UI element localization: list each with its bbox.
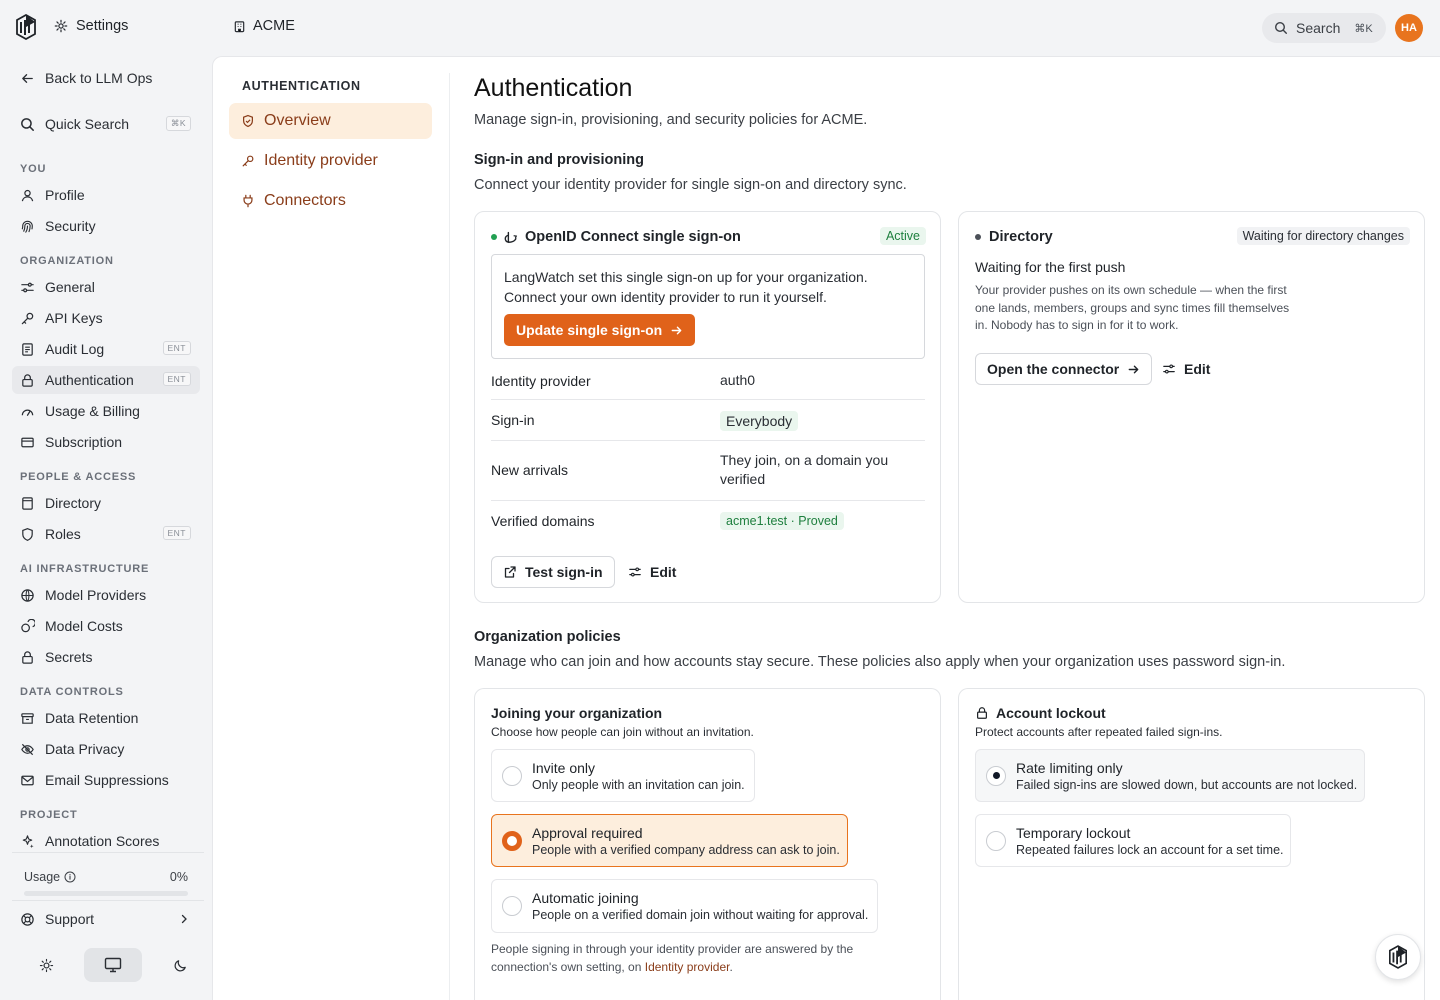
sidebar-item-label: Authentication xyxy=(45,372,134,388)
chevron-right-icon xyxy=(178,913,190,925)
sliders-icon xyxy=(628,565,642,579)
search-label: Search xyxy=(1296,20,1341,36)
sidebar-item-model-costs[interactable] xyxy=(12,612,200,640)
option-desc: People on a verified domain join without waiting for approval. xyxy=(532,908,869,922)
arrow-right-icon xyxy=(1127,363,1140,376)
identity-provider-link[interactable]: Identity provider xyxy=(644,959,730,974)
kv-value-line2: verified xyxy=(720,471,766,487)
arrow-right-icon xyxy=(670,324,683,337)
support-button[interactable] xyxy=(12,905,200,933)
openid-icon xyxy=(504,230,518,244)
back-to-llm-ops-link[interactable] xyxy=(12,64,200,92)
sso-notice-line2: Connect your own identity provider to run it yourself. xyxy=(504,289,827,305)
monitor-icon xyxy=(104,957,122,973)
section-ai-infrastructure: AI INFRASTRUCTURE xyxy=(20,563,150,575)
key-icon xyxy=(241,154,255,168)
plug-icon xyxy=(241,194,255,208)
sparkles-icon xyxy=(20,834,35,849)
address-book-icon xyxy=(20,496,35,511)
joining-footnote-line2: connection's own setting, on xyxy=(491,959,645,974)
option-title: Approval required xyxy=(532,824,643,841)
option-desc: Repeated failures lock an account for a set time. xyxy=(1016,842,1284,857)
lockout-card-desc: Protect accounts after repeated failed sign-ins. xyxy=(975,725,1223,739)
settings-title-text: Settings xyxy=(76,18,129,34)
option-desc: Failed sign-ins are slowed down, but accounts are not locked. xyxy=(1016,777,1358,792)
sidebar-item-email-suppressions[interactable] xyxy=(12,766,200,794)
lock-icon xyxy=(20,373,35,388)
subnav-label: Overview xyxy=(264,112,331,129)
back-label: Back to LLM Ops xyxy=(45,70,153,86)
joining-footnote-suffix: . xyxy=(729,959,733,974)
option-title: Rate limiting only xyxy=(1016,759,1123,776)
sso-card-title: OpenID Connect single sign-on xyxy=(525,229,741,245)
sidebar-item-subscription[interactable] xyxy=(12,428,200,456)
quick-search-button[interactable] xyxy=(12,110,200,138)
open-connector-label: Open the connector xyxy=(987,361,1120,377)
sidebar-item-label: API Keys xyxy=(45,310,103,326)
global-search-button[interactable] xyxy=(1262,13,1386,43)
option-title: Automatic joining xyxy=(532,890,639,906)
support-label: Support xyxy=(45,911,95,927)
lockout-option-rate-limiting[interactable] xyxy=(975,749,1365,802)
info-icon[interactable] xyxy=(64,871,76,883)
usage-label: Usage xyxy=(24,870,61,884)
sidebar-item-model-providers[interactable] xyxy=(12,581,200,609)
sidebar-item-label: Annotation Scores xyxy=(45,833,160,849)
kv-value-line1: They join, on a domain you xyxy=(720,452,889,468)
sidebar-divider xyxy=(12,852,204,853)
test-sign-in-button[interactable] xyxy=(491,556,615,588)
subnav-item-overview[interactable] xyxy=(229,103,432,139)
sso-card-header xyxy=(491,229,741,245)
directory-edit-label: Edit xyxy=(1184,361,1211,377)
option-desc: Only people with an invitation can join. xyxy=(532,777,745,792)
section-data-controls: DATA CONTROLS xyxy=(20,686,124,698)
mail-icon xyxy=(20,773,35,788)
sidebar-item-roles[interactable] xyxy=(12,520,200,548)
sso-edit-label: Edit xyxy=(650,564,677,580)
directory-desc-line1: Your provider pushes on its own schedule — when the first xyxy=(975,283,1287,297)
sidebar-item-label: Subscription xyxy=(45,434,123,450)
scroll-icon xyxy=(20,342,35,357)
sidebar-item-directory[interactable] xyxy=(12,489,200,517)
subnav-divider xyxy=(449,73,450,1000)
section-people-access: PEOPLE & ACCESS xyxy=(20,471,137,483)
theme-dark-button[interactable] xyxy=(162,948,198,982)
ent-badge: ENT xyxy=(163,341,192,355)
sidebar-item-authentication[interactable] xyxy=(12,366,200,394)
gauge-icon xyxy=(20,404,35,419)
usage-meter xyxy=(24,870,188,896)
building-icon xyxy=(233,20,246,33)
subnav-item-identity-provider[interactable] xyxy=(229,143,432,179)
theme-light-button[interactable] xyxy=(28,948,64,982)
directory-desc xyxy=(975,282,1289,335)
subnav-title: AUTHENTICATION xyxy=(242,79,361,93)
org-name: ACME xyxy=(253,18,295,34)
sidebar-item-label: Data Privacy xyxy=(45,741,125,757)
lockout-card xyxy=(958,688,1425,1000)
sidebar-item-label: Profile xyxy=(45,187,85,203)
search-shortcut: ⌘K xyxy=(1354,22,1373,35)
external-link-icon xyxy=(503,565,517,579)
sidebar-item-label: Model Providers xyxy=(45,587,147,603)
directory-edit-button[interactable] xyxy=(1162,353,1210,385)
sidebar-item-label: Roles xyxy=(45,526,81,542)
quick-search-shortcut: ⌘K xyxy=(166,116,191,131)
kv-label: Verified domains xyxy=(491,513,595,529)
sliders-icon xyxy=(1162,362,1176,376)
section-project: PROJECT xyxy=(20,809,78,821)
sidebar-item-profile[interactable] xyxy=(12,181,200,209)
sidebar-item-label: General xyxy=(45,279,95,295)
fingerprint-icon xyxy=(20,219,35,234)
directory-card-title: Directory xyxy=(989,229,1053,245)
subnav-item-connectors[interactable] xyxy=(229,183,432,219)
sso-notice-text xyxy=(504,267,868,307)
update-sso-button[interactable] xyxy=(504,314,695,346)
sidebar-item-label: Data Retention xyxy=(45,710,139,726)
ent-badge: ENT xyxy=(163,372,192,386)
moon-icon xyxy=(173,958,188,973)
directory-desc-line2: one lands, members, groups and sync times fill themselves xyxy=(975,300,1290,315)
joining-card-desc: Choose how people can join without an invitation. xyxy=(491,725,754,739)
user-avatar[interactable]: HA xyxy=(1395,14,1423,42)
kv-value: auth0 xyxy=(720,372,756,388)
sidebar-item-data-privacy[interactable] xyxy=(12,735,200,763)
sso-notice-box xyxy=(491,254,925,359)
join-option-invite-only[interactable] xyxy=(491,749,755,802)
ent-badge: ENT xyxy=(163,526,192,540)
langwatch-logo-icon[interactable] xyxy=(15,14,37,40)
test-sign-in-label: Test sign-in xyxy=(525,564,603,580)
sidebar-item-label: Audit Log xyxy=(45,341,105,357)
org-switcher[interactable] xyxy=(233,18,295,34)
directory-card xyxy=(958,211,1425,603)
subnav-label: Identity provider xyxy=(264,152,378,169)
usage-value: 0% xyxy=(169,870,188,884)
theme-switcher xyxy=(28,948,198,982)
help-chat-button[interactable] xyxy=(1375,934,1421,980)
sidebar-item-data-retention[interactable] xyxy=(12,704,200,732)
search-icon xyxy=(1274,21,1288,35)
option-title: Invite only xyxy=(532,759,596,776)
lock-icon xyxy=(20,650,35,665)
arrow-left-icon xyxy=(20,71,35,86)
joining-card xyxy=(474,688,941,1000)
shield-check-icon xyxy=(241,114,255,128)
sidebar-item-api-keys[interactable] xyxy=(12,304,200,332)
sidebar-item-label: Secrets xyxy=(45,649,93,665)
section-you: YOU xyxy=(20,163,47,175)
verified-domain-badge: acme1.test · Proved xyxy=(720,512,844,530)
lifebuoy-icon xyxy=(20,912,35,927)
page-subtitle: Manage sign-in, provisioning, and security policies for ACME. xyxy=(474,112,868,128)
key-icon xyxy=(20,311,35,326)
main-panel xyxy=(212,56,1440,1000)
open-connector-button[interactable] xyxy=(975,353,1152,385)
sso-notice-line1: LangWatch set this single sign-on up for your organization. xyxy=(504,269,868,285)
radio-button-selected[interactable] xyxy=(502,831,522,851)
kv-label: Identity provider xyxy=(491,373,591,389)
sso-card xyxy=(474,211,941,603)
lockout-option-temporary[interactable] xyxy=(975,814,1291,867)
kv-value xyxy=(720,451,888,489)
joining-card-title: Joining your organization xyxy=(491,705,663,721)
sidebar-item-annotation-scores[interactable] xyxy=(12,827,200,855)
sidebar-item-usage-billing[interactable] xyxy=(12,397,200,425)
sso-edit-button[interactable] xyxy=(628,556,676,588)
joining-footnote-line1: People signing in through your identity provider are answered by the xyxy=(491,942,854,956)
sliders-icon xyxy=(20,280,35,295)
quick-search-label: Quick Search xyxy=(45,116,130,132)
search-icon xyxy=(20,117,35,132)
sun-icon xyxy=(39,958,54,973)
radio-button-selected[interactable] xyxy=(986,766,1006,786)
shield-icon xyxy=(20,527,35,542)
signin-section-desc: Connect your identity provider for single sign-on and directory sync. xyxy=(474,177,907,193)
sso-status-badge: Active xyxy=(880,227,926,245)
subnav-label: Connectors xyxy=(264,192,346,209)
option-desc: People with a verified company address can ask to join. xyxy=(532,842,840,857)
coins-icon xyxy=(20,619,35,634)
gear-icon xyxy=(54,19,68,33)
kv-label: Sign-in xyxy=(491,412,535,428)
settings-title xyxy=(54,18,128,34)
radio-button[interactable] xyxy=(502,896,522,916)
sidebar-item-label: Directory xyxy=(45,495,102,511)
status-dot xyxy=(491,234,497,240)
policies-section-title: Organization policies xyxy=(474,629,621,645)
policies-section-desc: Manage who can join and how accounts stay secure. These policies also apply when your organization uses password sign-in. xyxy=(474,654,1286,670)
status-dot xyxy=(975,234,981,240)
sidebar-item-security[interactable] xyxy=(12,212,200,240)
update-sso-label: Update single sign-on xyxy=(516,322,663,338)
page-title: Authentication xyxy=(474,74,633,102)
directory-status-badge: Waiting for directory changes xyxy=(1237,227,1410,245)
directory-card-header xyxy=(975,229,1053,245)
sidebar-item-label: Security xyxy=(45,218,96,234)
sidebar-item-general[interactable] xyxy=(12,273,200,301)
option-title: Temporary lockout xyxy=(1016,824,1131,841)
signin-section-title: Sign-in and provisioning xyxy=(474,152,644,168)
archive-icon xyxy=(20,711,35,726)
sidebar-item-label: Model Costs xyxy=(45,618,123,634)
globe-icon xyxy=(20,588,35,603)
directory-headline: Waiting for the first push xyxy=(975,259,1126,275)
langwatch-logo-icon xyxy=(1388,945,1408,969)
kv-row-identity-provider xyxy=(491,364,925,400)
directory-desc-line3: in. Nobody has to sign in for it to work. xyxy=(975,318,1179,332)
section-organization: ORGANIZATION xyxy=(20,255,114,267)
kv-label: New arrivals xyxy=(491,462,569,478)
kv-row-sign-in xyxy=(491,400,925,441)
lockout-card-title: Account lockout xyxy=(996,705,1106,721)
lockout-card-header xyxy=(975,705,1106,721)
top-bar xyxy=(0,0,1440,56)
radio-button[interactable] xyxy=(986,831,1006,851)
settings-sidebar xyxy=(0,56,212,1000)
sidebar-item-label: Email Suppressions xyxy=(45,772,169,788)
sidebar-divider xyxy=(12,900,204,901)
kv-value-badge: Everybody xyxy=(720,411,798,431)
sidebar-item-label: Usage & Billing xyxy=(45,403,140,419)
joining-footnote xyxy=(491,941,853,976)
sidebar-item-audit-log[interactable] xyxy=(12,335,200,363)
usage-bar xyxy=(24,891,188,896)
theme-system-button[interactable] xyxy=(84,948,142,982)
radio-button[interactable] xyxy=(502,766,522,786)
kv-row-verified-domains xyxy=(491,501,925,543)
lock-icon xyxy=(975,706,989,720)
eye-off-icon xyxy=(20,742,35,757)
join-option-automatic-joining[interactable] xyxy=(491,879,878,933)
user-icon xyxy=(20,188,35,203)
credit-card-icon xyxy=(20,435,35,450)
kv-row-new-arrivals xyxy=(491,441,925,501)
join-option-approval-required[interactable] xyxy=(491,814,848,867)
sidebar-item-secrets[interactable] xyxy=(12,643,200,671)
